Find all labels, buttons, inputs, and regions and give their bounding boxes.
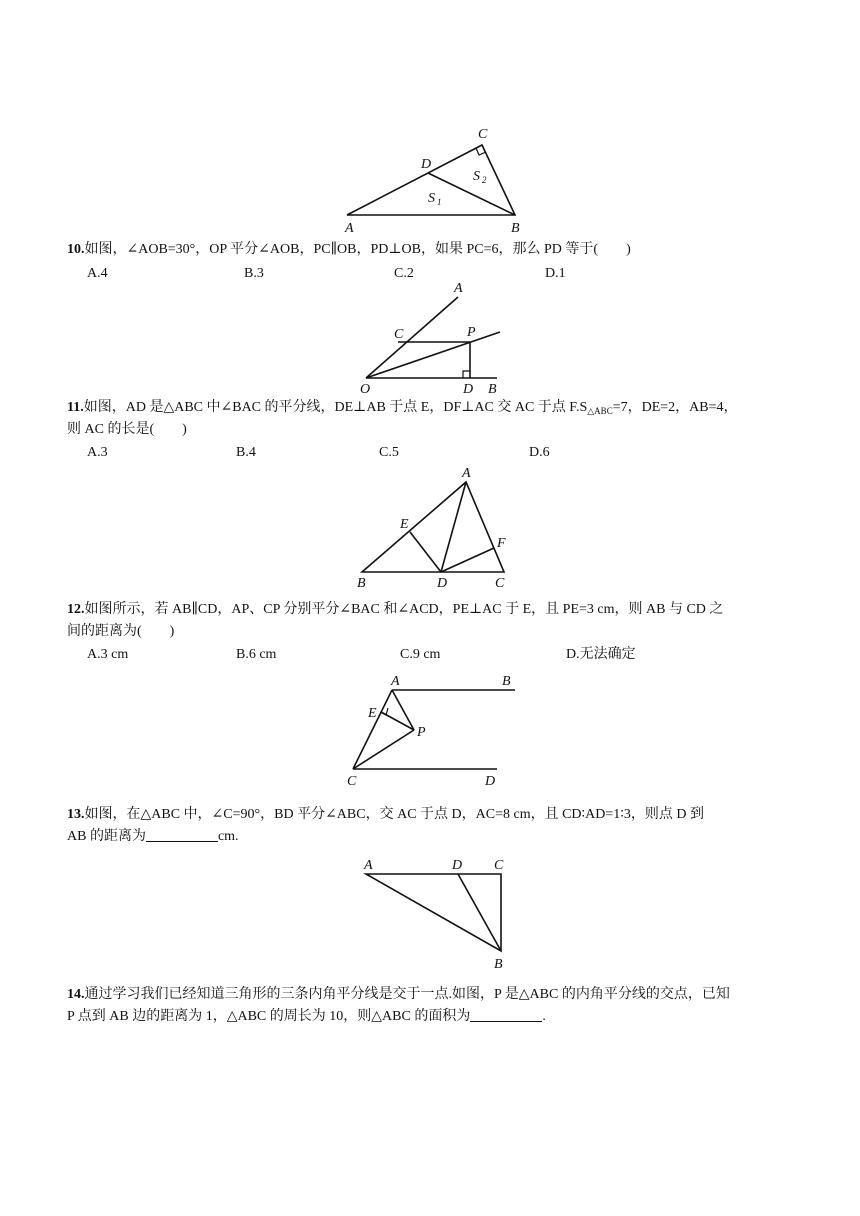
question-number: 14. [67, 987, 85, 1002]
label-S2: S [473, 169, 480, 184]
figure-triangle-s1-s2 [0, 0, 860, 240]
question-12 [67, 600, 723, 620]
label-C: C [495, 576, 505, 591]
label-B: B [488, 382, 497, 397]
label-D: D [437, 576, 448, 591]
answer-blank[interactable] [470, 1007, 542, 1022]
answer-blank[interactable] [146, 827, 218, 842]
question-text-line2-b: . [542, 1009, 546, 1024]
label-O: O [360, 382, 371, 397]
question-13-line2 [67, 827, 239, 847]
label-C: C [347, 774, 357, 789]
question-number: 13. [67, 807, 85, 822]
question-14 [67, 985, 730, 1005]
label-S1-sub: 1 [437, 197, 442, 207]
question-12-line2: 间的距离为( ) [67, 624, 175, 639]
label-A: A [364, 858, 373, 873]
label-P: P [417, 725, 426, 740]
label-B: B [502, 674, 511, 689]
question-number: 10. [67, 242, 85, 257]
figure-angle-bisector [0, 280, 860, 400]
option-c: C.9 cm [400, 647, 441, 662]
label-B: B [494, 957, 503, 972]
label-D: D [463, 382, 474, 397]
label-A: A [345, 221, 354, 236]
question-text-line1: 如图所示，若 AB∥CD，AP、CP 分别平分∠BAC 和∠ACD，PE⊥AC 于 E，且 PE=3 cm，则 AB 与 CD 之 [84, 602, 724, 617]
figure-parallel-lines [0, 660, 860, 790]
question-10 [67, 240, 631, 260]
option-c: C.2 [394, 266, 414, 281]
question-text-line1-a: 如图，AD 是△ABC 中∠BAC 的平分线，DE⊥AB 于点 E，DF⊥AC 交 AC 于点 F.S [83, 400, 588, 415]
question-text-line2-a: P 点到 AB 边的距离为 1，△ABC 的周长为 10，则△ABC 的面积为 [67, 1009, 471, 1024]
question-text-line2-a: AB 的距离为 [67, 829, 146, 844]
question-text-line1: 通过学习我们已经知道三角形的三条内角平分线是交于一点.如图，P 是△ABC 的内角平分线的交点，已知 [84, 987, 730, 1002]
label-C: C [394, 327, 404, 342]
label-A: A [462, 466, 471, 481]
option-a: A.3 [87, 445, 108, 460]
question-number: 12. [67, 602, 85, 617]
question-11-line2: 则 AC 的长是( ) [67, 422, 187, 437]
option-a: A.4 [87, 266, 108, 281]
label-S1: S [428, 191, 435, 206]
question-14-line2 [67, 1007, 546, 1027]
label-E: E [368, 706, 377, 721]
option-b: B.6 cm [236, 647, 277, 662]
option-b: B.4 [236, 445, 256, 460]
label-C: C [478, 127, 488, 142]
label-E: E [400, 517, 409, 532]
option-a: A.3 cm [87, 647, 129, 662]
option-b: B.3 [244, 266, 264, 281]
figure-right-triangle [0, 850, 860, 980]
figure-triangle-abc-bisector [0, 460, 860, 590]
label-A: A [454, 281, 463, 296]
label-P: P [467, 325, 476, 340]
question-text-line2-b: cm. [217, 829, 239, 844]
label-F: F [497, 536, 506, 551]
option-c: C.5 [379, 445, 399, 460]
label-A: A [391, 674, 400, 689]
label-D: D [485, 774, 496, 789]
option-d: D.6 [529, 445, 550, 460]
option-d: D.无法确定 [566, 647, 636, 662]
label-B: B [511, 221, 520, 236]
label-S2-sub: 2 [482, 175, 487, 185]
question-11 [67, 398, 738, 421]
question-text-line1-b: =7，DE=2，AB=4， [612, 400, 738, 415]
label-C: C [494, 858, 504, 873]
label-D: D [421, 157, 432, 172]
question-13 [67, 805, 704, 825]
area-subscript: △ABC [587, 406, 613, 416]
question-text: 如图，∠AOB=30°，OP 平分∠AOB，PC∥OB，PD⊥OB，如果 PC=6，那么 PD 等于( ) [84, 242, 631, 257]
option-d: D.1 [545, 266, 566, 281]
question-number: 11. [67, 400, 84, 415]
question-text-line1: 如图，在△ABC 中，∠C=90°，BD 平分∠ABC，交 AC 于点 D，AC=8 cm，且 CD∶AD=1∶3，则点 D 到 [84, 807, 705, 822]
label-B: B [357, 576, 366, 591]
label-D: D [452, 858, 463, 873]
